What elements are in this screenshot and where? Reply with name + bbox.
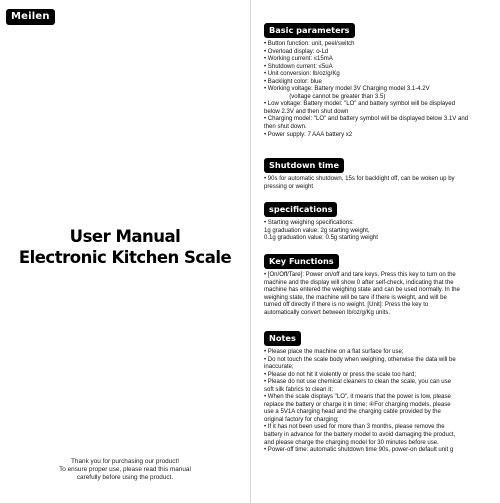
text-line: • Power-off time: automatic shutdown time 90s, power-on default unit g: [264, 447, 454, 454]
text-line: soft silk fabrics to clean it;: [264, 386, 333, 393]
text-line: • Shutdown current: ≤5uA: [264, 63, 333, 70]
section-notes: [264, 328, 496, 455]
section-body: [264, 176, 496, 191]
text-line: 0.1g graduation value: 0.5g starting weight: [264, 235, 378, 242]
section-key-functions: [264, 251, 496, 317]
text-line: • Starting weighing specifications:: [264, 220, 354, 226]
text-line: 1g graduation value: 2g starting weight,: [264, 227, 370, 234]
text-line: • Please do not use chemical cleaners to clean the scale, you can use: [264, 379, 451, 386]
text-line: • Low voltage: Battery model: "LO" and battery symbol will be displayed: [264, 101, 455, 108]
text-line: original factory for charging;: [264, 416, 339, 423]
text-line: battery in advance for the battery model to avoid damaging the product,: [264, 432, 456, 439]
text-line: use a 5V1A charging head and the charging cable provided by the: [264, 409, 441, 416]
text-line: (voltage cannot be greater than 3.5): [264, 93, 386, 100]
text-line: machine has entered the weighing state and can be used normally. In the: [264, 287, 460, 294]
text-line: • When the scale displays "LO", it means that the power is low, please: [264, 394, 451, 401]
text-line: • Unit conversion: lb/oz/g/Kg: [264, 71, 340, 78]
text-line: pressing or weight: [264, 183, 314, 190]
text-line: machine and the display will show 0 after self-check, indicating that the: [264, 279, 454, 286]
text-line: • Overload display: o-Ld: [264, 48, 329, 55]
text-line: • Do not touch the scale body when weighing, otherwise the data will be: [264, 356, 456, 363]
text-line: • Button function: unit, peel/switch: [264, 41, 355, 47]
text-line: below 2.3V and then shut down: [264, 108, 349, 115]
manual-title: [0, 226, 250, 268]
section-body: [264, 220, 496, 243]
text-line: • [On/Off/Tare]: Power on/off and tare keys. Press this key to turn on the: [264, 272, 456, 278]
section-basic-parameters: [264, 20, 496, 139]
text-line: replace the battery or charge it in time; ④For charging models, please: [264, 401, 451, 408]
section-heading: Notes: [264, 331, 301, 346]
section-heading: Key Functions: [264, 254, 339, 269]
thanks-note: [0, 458, 250, 482]
brand-logo: Meilen: [6, 9, 55, 25]
text-line: weighing state, the machine will be tare if there is weight, and will be: [264, 294, 447, 301]
section-body: [264, 41, 496, 139]
thanks-line: carefully before using the product.: [76, 474, 174, 481]
text-line: • Working current: ≤15mA: [264, 56, 333, 63]
text-line: • 90s for automatic shutdown, 15s for backlight off, can be woken up by: [264, 176, 455, 182]
section-specifications: [264, 199, 496, 243]
section-heading: Basic parameters: [264, 23, 355, 38]
thanks-line: To ensure proper use, please read this manual: [59, 466, 191, 473]
section-heading: Shutdown time: [264, 158, 344, 173]
text-line: turned off directly if there is no weight. [Unit]: Press the key to: [264, 302, 429, 309]
text-line: • If it has not been used for more than 3 months, please remove the: [264, 424, 445, 431]
text-line: automatically convert between lb/oz/g/Kg units.: [264, 309, 391, 316]
text-line: then shut down.: [264, 124, 307, 131]
text-line: inaccurate;: [264, 364, 294, 371]
text-line: and please charge the charging model for 30 minutes before use.: [264, 439, 439, 446]
title-line-2: Electronic Kitchen Scale: [18, 248, 232, 267]
thanks-line: Thank you for purchasing our product!: [71, 458, 179, 465]
text-line: • Please place the machine on a flat surface for use;: [264, 349, 404, 355]
section-heading: specifications: [264, 202, 337, 217]
text-line: • Charging model: "LO" and battery symbol will be displayed below 3.1V and: [264, 116, 469, 123]
section-shutdown-time: [264, 155, 496, 191]
text-line: • Please do not hit it violently or press the scale too hard;: [264, 371, 417, 378]
text-line: • Power supply: 7 AAA battery x2: [264, 131, 353, 138]
section-body: [264, 272, 496, 317]
title-line-1: User Manual: [69, 227, 181, 246]
text-line: • Working voltage: Battery model 3V Charging model 3.1-4.2V: [264, 86, 430, 93]
section-body: [264, 349, 496, 455]
text-line: • Backlight color: blue: [264, 78, 322, 85]
